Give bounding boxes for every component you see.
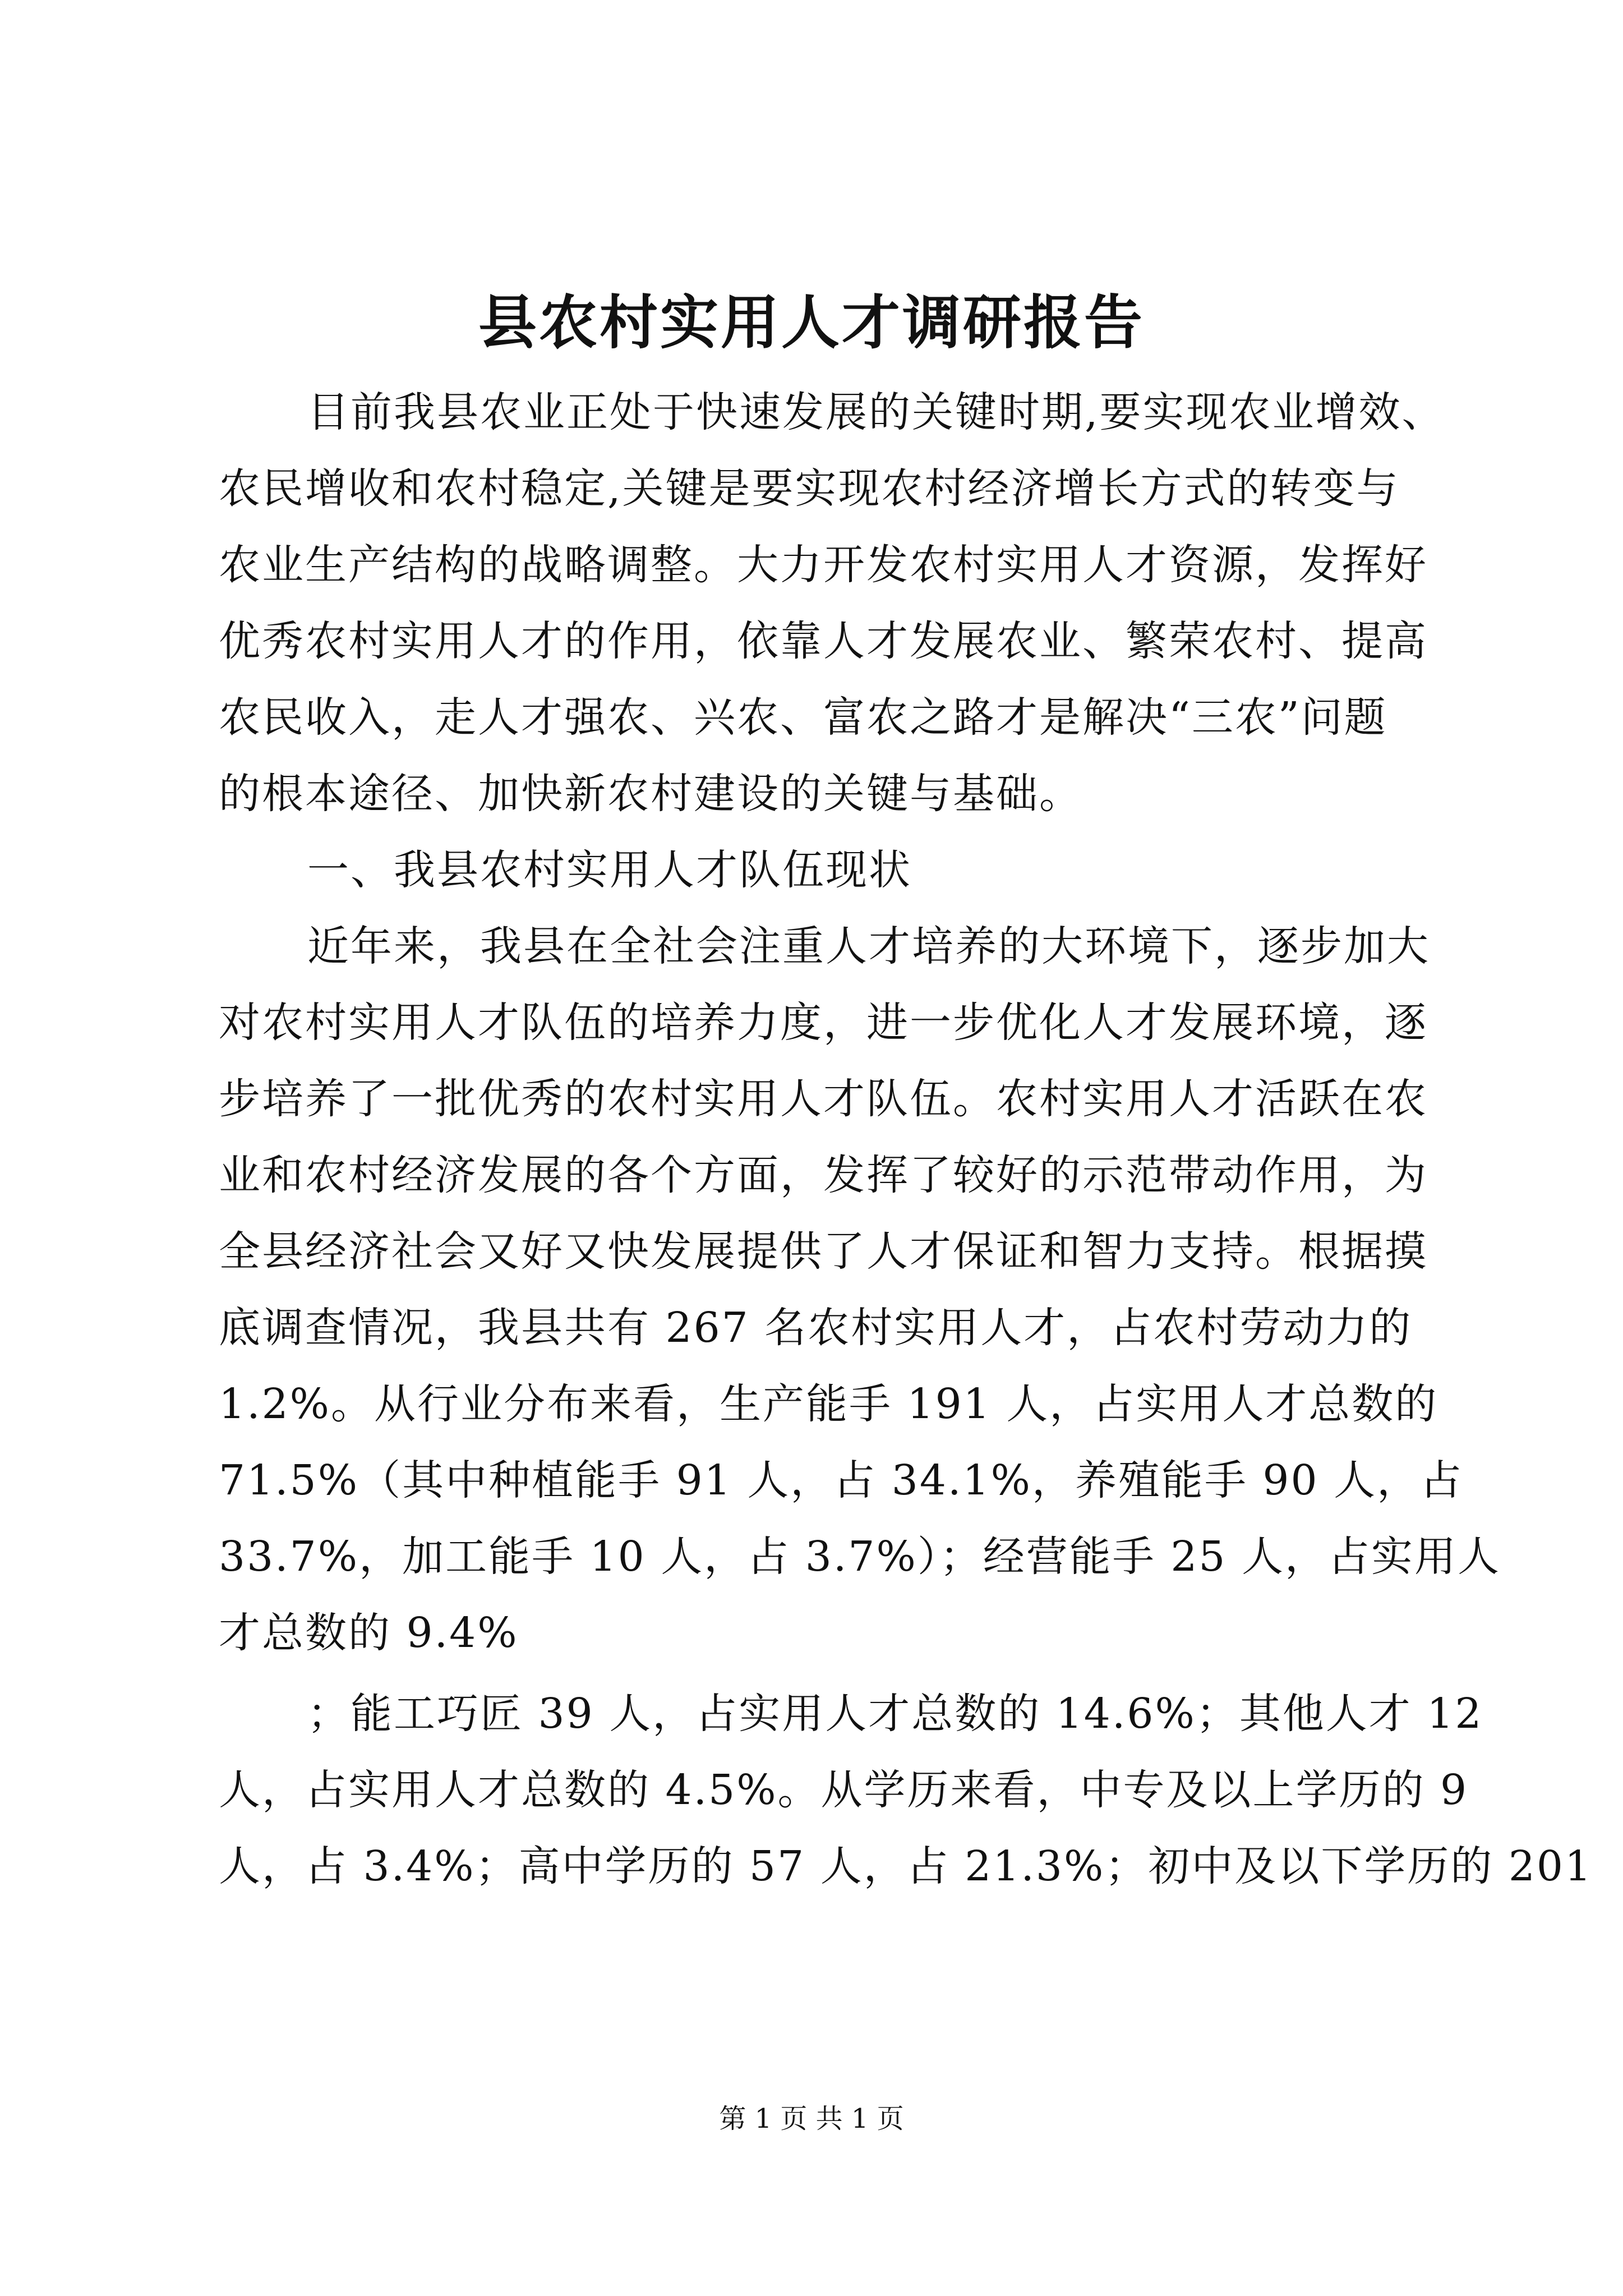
body-line-6: 的根本途径、加快新农村建设的关键与基础。 [219,770,1082,818]
body-line-12: 底调查情况，我县共有 267 名农村实用人才，占农村劳动力的 [219,1304,1413,1352]
body-line-3: 农业生产结构的战略调整。大力开发农村实用人才资源，发挥好 [219,541,1428,589]
body-line-10: 业和农村经济发展的各个方面，发挥了较好的示范带动作用，为 [219,1151,1428,1199]
page-number-footer: 第 1 页 共 1 页 [719,2103,904,2134]
section-heading-1: 一、我县农村实用人才队伍现状 [307,846,912,894]
body-line-4: 优秀农村实用人才的作用，依靠人才发展农业、繁荣农村、提高 [219,617,1428,665]
body-line-14: 71.5%（其中种植能手 91 人，占 34.1%，养殖能手 90 人，占 [219,1456,1464,1504]
body-line-19: 人，占 3.4%；高中学历的 57 人，占 21.3%；初中及以下学历的 201 [219,1842,1593,1890]
body-line-8: 对农村实用人才队伍的培养力度，进一步优化人才发展环境，逐 [219,999,1428,1047]
body-line-13: 1.2%。从行业分布来看，生产能手 191 人，占实用人才总数的 [219,1380,1438,1428]
body-line-1: 目前我县农业正处于快速发展的关键时期,要实现农业增效、 [307,388,1445,436]
body-line-9: 步培养了一批优秀的农村实用人才队伍。农村实用人才活跃在农 [219,1075,1428,1123]
body-line-7: 近年来，我县在全社会注重人才培养的大环境下，逐步加大 [307,922,1430,970]
body-line-15: 33.7%，加工能手 10 人，占 3.7%）；经营能手 25 人，占实用人 [219,1533,1501,1581]
body-line-11: 全县经济社会又好又快发展提供了人才保证和智力支持。根据摸 [219,1227,1428,1276]
document-title: 县农村实用人才调研报告 [478,288,1145,357]
body-line-16: 才总数的 9.4% [219,1609,519,1657]
body-line-18: 人，占实用人才总数的 4.5%。从学历来看，中专及以上学历的 9 [219,1766,1469,1814]
body-line-5: 农民收入，走人才强农、兴农、富农之路才是解决“三农”问题 [219,693,1387,742]
body-line-17: ；能工巧匠 39 人，占实用人才总数的 14.6%；其他人才 12 [307,1690,1483,1738]
body-line-2: 农民增收和农村稳定,关键是要实现农村经济增长方式的转变与 [219,464,1400,513]
